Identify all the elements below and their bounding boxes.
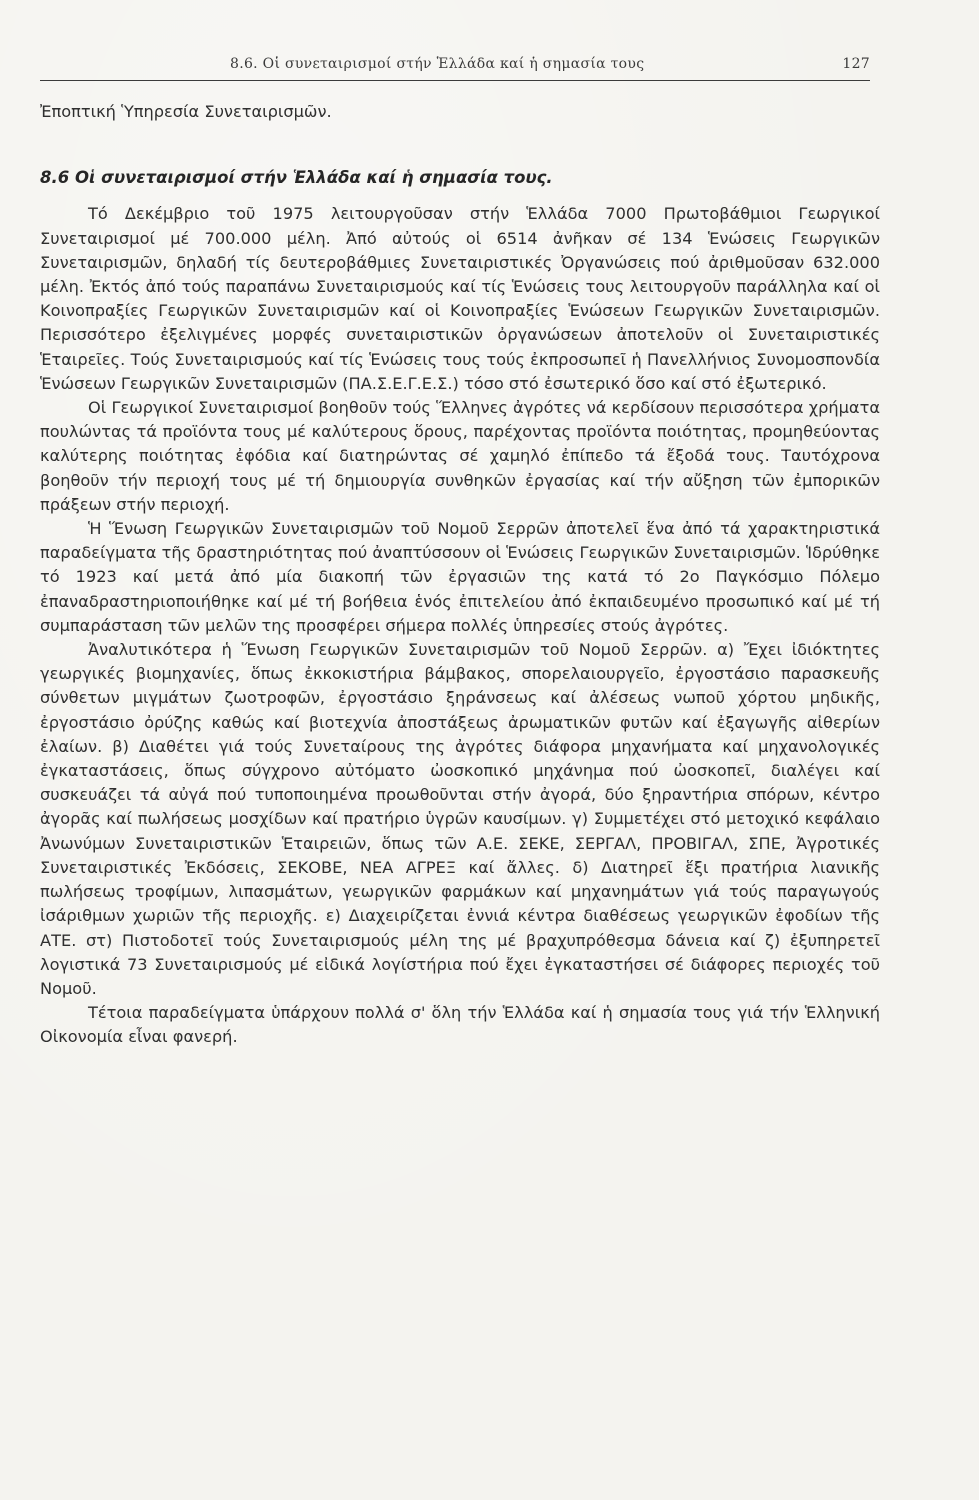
header-rule xyxy=(40,80,870,81)
paragraph: Ἀναλυτικότερα ἡ Ἕνωση Γεωργικῶν Συνεταιρισμῶν τοῦ Νομοῦ Σερρῶν. α) Ἔχει ἰδιόκτητες γεωργικές βιομηχανίες, ὅπως ἐκκοκιστήρια βάμβακος, σπορελαιουργεῖο, ἐργοστάσιο παρασκευῆς σύνθετων μιγμάτων ζωοτροφῶν, ἐργοστάσιο ξηράνσεως καί ἀλέσεως νωποῦ χόρτου μηδικῆς, ἐργοστάσιο ὀρύζης καθώς καί βιοτεχνία ἀποστάξεως ἀρωματικῶν φυτῶν καί ἐξαγωγῆς αἰθερίων ἐλαίων. β) Διαθέτει γιά τούς Συνεταίρους της ἀγρότες διάφορα μηχανήματα καί μηχανολογικές ἐγκαταστάσεις, ὅπως σύγχρονο αὐτόματο ὠοσκοπικό μηχάνημα πού ὠοσκοπεῖ, διαλέγει καί συσκευάζει τά αὐγά πού τυποποιημένα προωθοῦνται στήν ἀγορά, δύο ξηραντήρια σπόρων, κέντρο ἀγορᾶς καί πωλήσεως μοσχίδων καί πρατήριο ὑγρῶν καυσίμων. γ) Συμμετέχει στό μετοχικό κεφάλαιο Ἀνωνύμων Συνεταιριστικῶν Ἑταιρειῶν, ὅπως τῶν Α.Ε. ΣΕΚΕ, ΣΕΡΓΑΛ, ΠΡΟΒΙΓΑΛ, ΣΠΕ, Ἀγροτικές Συνεταιριστικές Ἐκδόσεις, ΣΕΚΟΒΕ, ΝΕΑ ΑΓΡΕΞ καί ἄλλες. δ) Διατηρεῖ ἕξι πρατήρια λιανικῆς πωλήσεως τροφίμων, λιπασμάτων, γεωργικῶν φαρμάκων καί μηχανημάτων γιά τούς παραγωγούς ἰσάριθμων χωριῶν τῆς περιοχῆς. ε) Διαχειρίζεται ἐννιά κέντρα διαθέσεως γεωργικῶν ἐφοδίων τῆς ΑΤΕ. στ) Πιστοδοτεῖ τούς Συνεταιρισμούς μέλη της μέ βραχυπρόθεσμα δάνεια καί ζ) ἐξυπηρετεῖ λογιστικά 73 Συνεταιρισμούς μέ εἰδικά λογίστήρια πού ἔχει ἐγκαταστήσει σέ διάφορες περιοχές τοῦ Νομοῦ. xyxy=(40,640,880,998)
paragraph: Τέτοια παραδείγματα ὑπάρχουν πολλά σ' ὅλη τήν Ἑλλάδα καί ἡ σημασία τους γιά τήν Ἑλληνική Οἰκονομία εἶναι φανερή. xyxy=(40,1003,880,1047)
paragraph: Οἱ Γεωργικοί Συνεταιρισμοί βοηθοῦν τούς Ἕλληνες ἀγρότες νά κερδίσουν περισσότερα χρήματα πουλώντας τά προϊόντα τους μέ καλύτερους ὅρους, παρέχοντας προϊόντα ποιότητας, προμηθεύοντας καλύτερης ποιότητας ἐφόδια καί διατηρώντας σέ χαμηλό ἐπίπεδο τά ἔξοδά τους. Ταυτόχρονα βοηθοῦν τήν περιοχή τους μέ τή δημιουργία συνθηκῶν ἐργασίας καί τήν αὔξηση τῶν ἐμπορικῶν πράξεων στήν περιοχή. xyxy=(40,398,880,514)
continuation-line: Ἐποπτική Ὑπηρεσία Συνεταιρισμῶν. xyxy=(40,102,332,121)
page-number: 127 xyxy=(842,56,870,72)
section-heading: 8.6 Οἱ συνεταιρισμοί στήν Ἑλλάδα καί ἡ σημασία τους. xyxy=(40,168,553,188)
body-text xyxy=(40,100,880,1050)
paragraph: Τό Δεκέμβριο τοῦ 1975 λειτουργοῦσαν στήν Ἑλλάδα 7000 Πρωτοβάθμιοι Γεωργικοί Συνεταιρισμοί μέ 700.000 μέλη. Ἀπό αὐτούς οἱ 6514 ἀνῆκαν σέ 134 Ἑνώσεις Γεωργικῶν Συνεταιρισμῶν, δηλαδή τίς δευτεροβάθμιες Συνεταιριστικές Ὀργανώσεις πού ἀριθμοῦσαν 632.000 μέλη. Ἐκτός ἀπό τούς παραπάνω Συνεταιρισμούς καί τίς Ἑνώσεις τους λειτουργοῦν παράλληλα καί οἱ Κοινοπραξίες Γεωργικῶν Συνεταιρισμῶν καί οἱ Κοινοπραξίες Ἑνώσεων Γεωργικῶν Συνεταιρισμῶν. Περισσότερο ἐξελιγμένες μορφές συνεταιριστικῶν ὀργανώσεων ἀποτελοῦν οἱ Συνεταιριστικές Ἑταιρεῖες. Τούς Συνεταιρισμούς καί τίς Ἑνώσεις τους τούς ἐκπροσωπεῖ ἡ Πανελλήνιος Συνομοσπονδία Ἑνώσεων Γεωργικῶν Συνεταιρισμῶν (ΠΑ.Σ.Ε.Γ.Ε.Σ.) τόσο στό ἐσωτερικό ὅσο καί στό ἐξωτερικό. xyxy=(40,204,880,393)
running-head-title: 8.6. Οἱ συνεταιρισμοί στήν Ἑλλάδα καί ἡ σημασία τους xyxy=(230,56,645,72)
running-head xyxy=(230,56,870,78)
paragraph: Ἡ Ἕνωση Γεωργικῶν Συνεταιρισμῶν τοῦ Νομοῦ Σερρῶν ἀποτελεῖ ἕνα ἀπό τά χαρακτηριστικά παραδείγματα τῆς δραστηριότητας πού ἀναπτύσσουν οἱ Ἑνώσεις Γεωργικῶν Συνεταιρισμῶν. Ἱδρύθηκε τό 1923 καί μετά ἀπό μία διακοπή τῶν ἐργασιῶν της κατά τό 2ο Παγκόσμιο Πόλεμο ἐπαναδραστηριοποιήθηκε καί μέ τή βοήθεια ἑνός ἐπιτελείου ἀπό ἐκπαιδευμένο προσωπικό καί μέ τή συμπαράσταση τῶν μελῶν της προσφέρει σήμερα πολλές ὑπηρεσίες στούς ἀγρότες. xyxy=(40,519,880,635)
